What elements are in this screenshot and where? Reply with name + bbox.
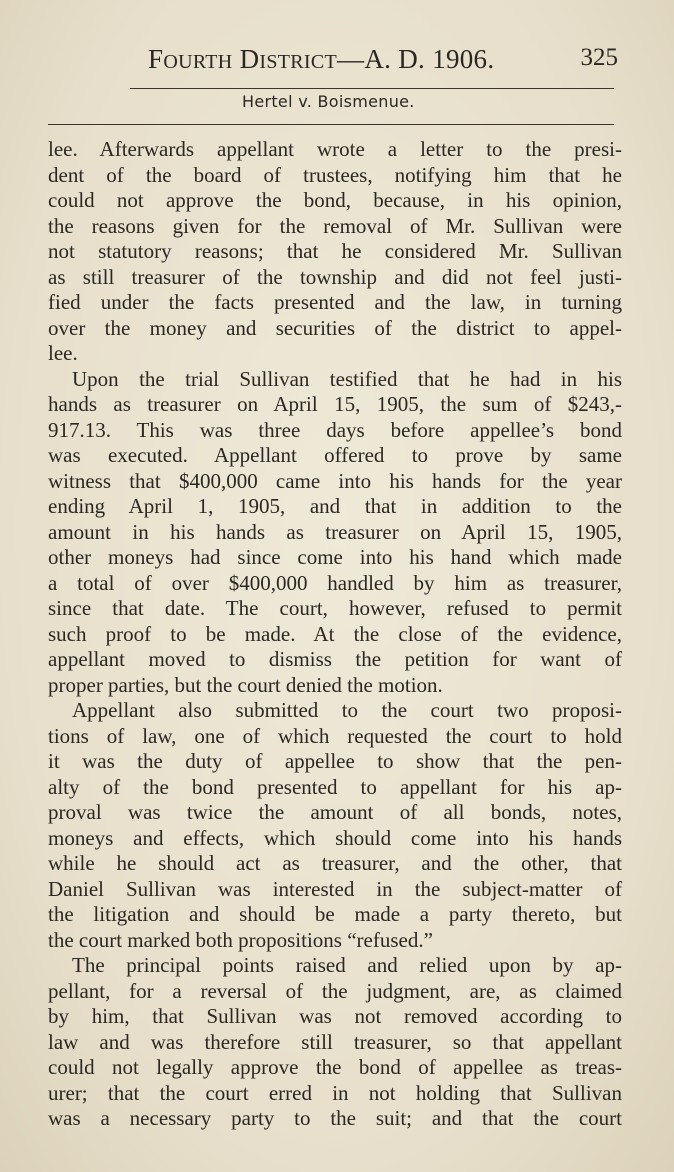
text-line: fied under the facts presented and the law, in turning	[48, 290, 622, 314]
text-line: lee.	[48, 341, 78, 365]
text-line: urer; that the court erred in not holding that Sullivan	[48, 1080, 622, 1105]
running-head	[148, 44, 618, 78]
text-line: Daniel Sullivan was interested in the subject-matter of	[48, 876, 622, 901]
text-line: pellant, for a reversal of the judgment, are, as claimed	[48, 978, 622, 1003]
page-number: 325	[580, 44, 618, 71]
text-line: since that date. The court, however, refused to permit	[48, 596, 622, 620]
header-rule	[130, 88, 614, 89]
title-date: —A. D. 1906.	[337, 44, 495, 74]
text-line: a total of over $400,000 handled by him as treasurer,	[48, 570, 622, 595]
text-line: law and was therefore still treasurer, so that appellant	[48, 1029, 622, 1054]
title-initial: D	[239, 44, 260, 74]
text-line: moneys and effects, which should come into his hands	[48, 825, 622, 850]
text-line: tions of law, one of which requested the court to hold	[48, 723, 622, 748]
text-line: proper parties, but the court denied the motion.	[48, 672, 443, 697]
text-line: by him, that Sullivan was not removed according to	[48, 1004, 622, 1028]
running-head-title	[148, 44, 494, 75]
text-line: could not approve the bond, because, in his opinion,	[48, 188, 622, 212]
text-line: witness that $400,000 came into his hands for the year	[48, 468, 622, 493]
text-line: proval was twice the amount of all bonds, notes,	[48, 800, 622, 824]
text-line: the reasons given for the removal of Mr. Sullivan were	[48, 213, 622, 238]
text-line: dent of the board of trustees, notifying him that he	[48, 162, 622, 187]
text-line: other moneys had since come into his hand which made	[48, 545, 622, 569]
header-rule	[48, 124, 614, 125]
text-line: the court marked both propositions “refused.”	[48, 927, 433, 952]
text-line: Upon the trial Sullivan testified that he had in his	[72, 366, 622, 391]
text-line: amount in his hands as treasurer on April 15, 1905,	[48, 519, 622, 544]
text-line: over the money and securities of the district to appel-	[48, 315, 622, 340]
text-line: not statutory reasons; that he considered Mr. Sullivan	[48, 239, 622, 263]
text-line: The principal points raised and relied upon by ap-	[72, 953, 622, 977]
text-line: such proof to be made. At the close of the evidence,	[48, 621, 622, 646]
text-line: 917.13. This was three days before appellee’s bond	[48, 417, 622, 442]
text-line: while he should act as treasurer, and the other, that	[48, 851, 622, 875]
title-smallcaps: OURTH	[163, 51, 233, 73]
text-line: appellant moved to dismiss the petition for want of	[48, 647, 622, 671]
text-line: was executed. Appellant offered to prove by same	[48, 443, 622, 467]
text-line: was a necessary party to the suit; and that the court	[48, 1106, 622, 1130]
text-line: could not legally approve the bond of appellee as treas-	[48, 1055, 622, 1079]
title-initial: F	[148, 44, 164, 74]
text-line: as still treasurer of the township and did not feel justi-	[48, 264, 622, 289]
text-line: lee. Afterwards appellant wrote a letter to the presi-	[48, 137, 622, 161]
case-title: Hertel v. Boismenue.	[242, 92, 415, 111]
body-text	[48, 137, 622, 1132]
text-line: alty of the bond presented to appellant for his ap-	[48, 774, 622, 799]
text-line: Appellant also submitted to the court two proposi-	[72, 698, 622, 722]
text-line: hands as treasurer on April 15, 1905, the sum of $243,-	[48, 392, 622, 416]
text-line: ending April 1, 1905, and that in addition to the	[48, 494, 622, 518]
text-line: it was the duty of appellee to show that the pen-	[48, 749, 622, 773]
title-smallcaps: ISTRICT	[259, 51, 338, 73]
text-line: the litigation and should be made a party thereto, but	[48, 902, 622, 926]
